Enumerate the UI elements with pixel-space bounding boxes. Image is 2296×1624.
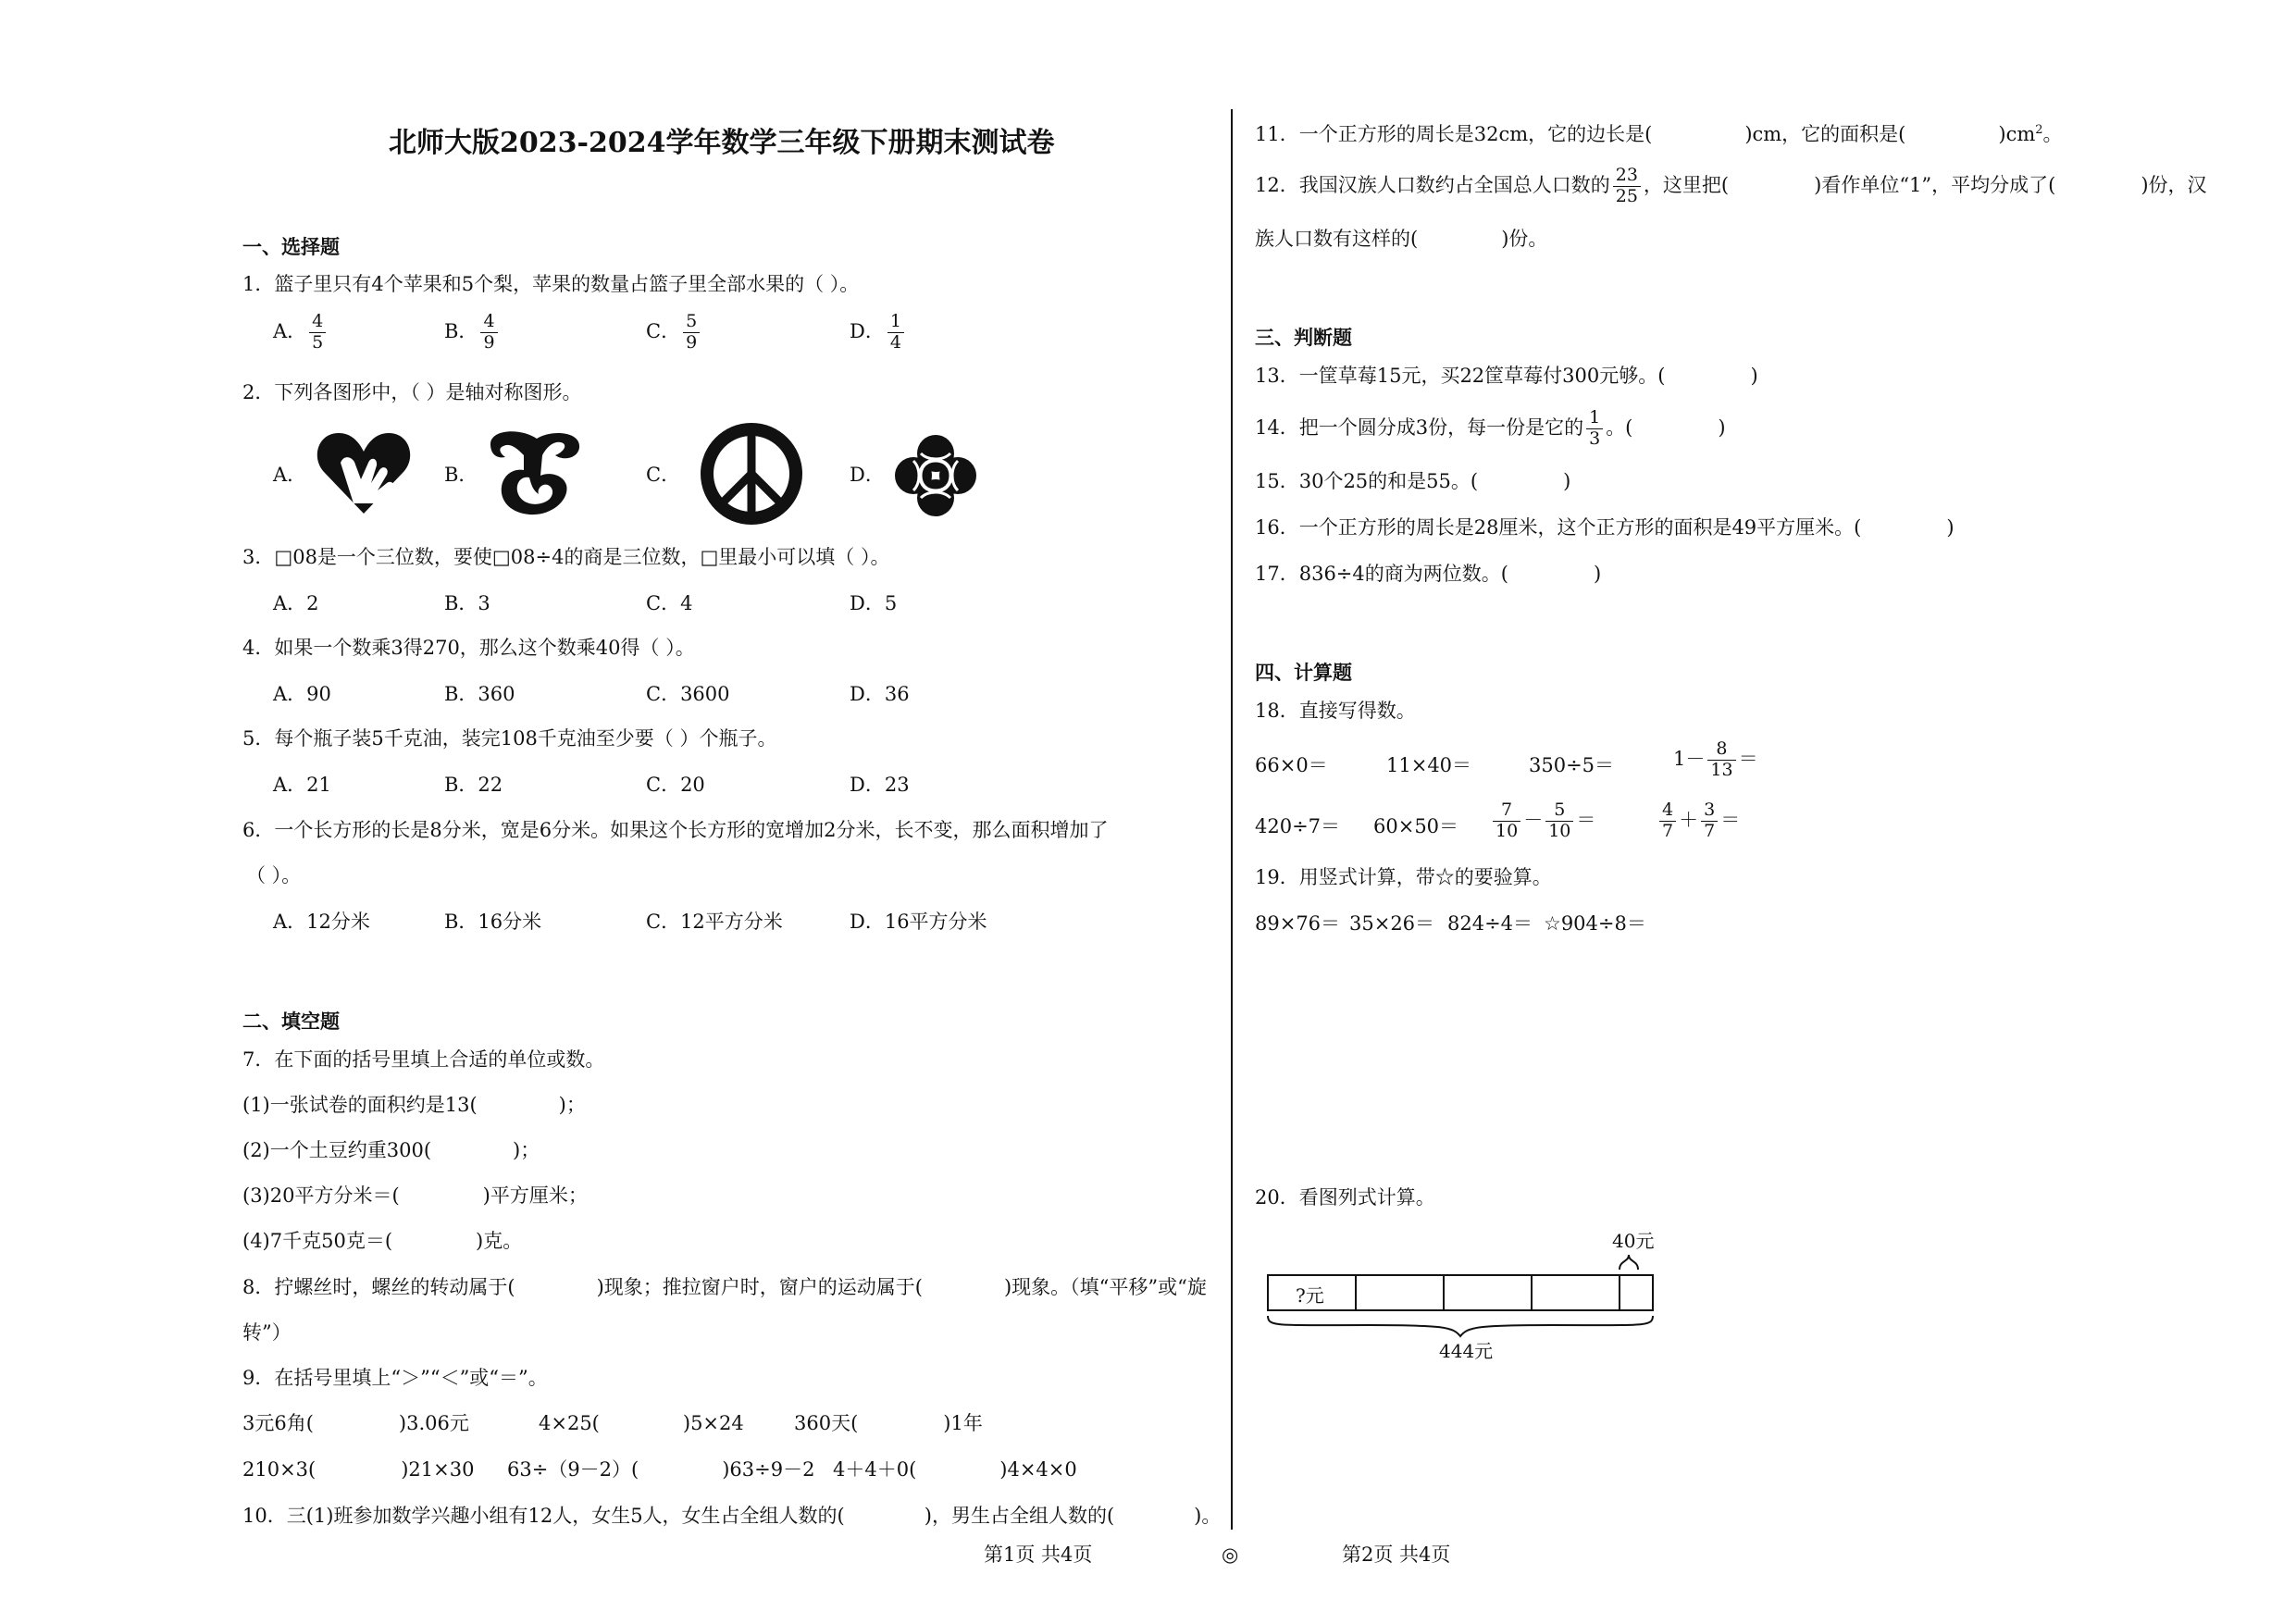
q1-option-a[interactable]: A． $\frac{4}{5}$ [273,313,329,353]
peace-sign-icon [699,421,804,527]
diagram-top-label: 40元 [1612,1230,1655,1252]
q7-item-3[interactable]: (3)20平方分米＝( )平方厘米； [242,1184,588,1207]
q5-option-b[interactable]: B．22 [444,774,503,796]
q4-option-c[interactable]: C．3600 [646,683,730,705]
question-12-line2[interactable]: 族人口数有这样的( )份。 [1255,228,1548,250]
footer-center-mark: ◎ [1222,1543,1239,1566]
q1-option-b[interactable]: B． $\frac{4}{9}$ [444,313,501,353]
q3-option-a[interactable]: A．2 [273,592,319,614]
q4-option-d[interactable]: D．36 [850,683,910,705]
q19-item-1: 89×76＝ [1255,912,1341,935]
section-choice-heading: 一、选择题 [242,236,340,258]
question-10[interactable]: 10．三(1)班参加数学兴趣小组有12人，女生5人，女生占全组人数的( )，男生占全组人数的( )。 [242,1505,1222,1527]
question-17[interactable]: 17．836÷4的商为两位数。( ) [1255,563,1602,585]
q6-option-b[interactable]: B．16分米 [444,911,542,933]
q18-item-8: $\frac{4}{7}$ ＋ $\frac{3}{7}$ ＝ [1657,801,1740,841]
q5-option-a[interactable]: A．21 [273,774,331,796]
question-1: 1．篮子里只有4个苹果和5个梨，苹果的数量占篮子里全部水果的（ ）。 [242,273,860,295]
q7-item-4[interactable]: (4)7千克50克＝( )克。 [242,1230,523,1252]
q2-option-d[interactable]: D． [850,464,885,486]
q7-item-2[interactable]: (2)一个土豆约重300( )； [242,1139,540,1161]
q7-item-1[interactable]: (1)一张试卷的面积约是13( )； [242,1094,586,1116]
q18-item-7: $\frac{7}{10}$ － $\frac{5}{10}$ ＝ [1490,801,1595,841]
footer-page-1: 第1页 共4页 [984,1543,1093,1566]
q3-option-d[interactable]: D．5 [850,592,898,614]
question-19: 19．用竖式计算，带☆的要验算。 [1255,866,1552,888]
question-13[interactable]: 13．一筐草莓15元，买22筐草莓付300元够。( ) [1255,365,1758,387]
q9-item-3[interactable]: 360天( )1年 [794,1412,983,1434]
q3-option-c[interactable]: C．4 [646,592,693,614]
q2-option-a[interactable]: A． [273,464,307,486]
question-8-line2: 转”） [242,1321,292,1344]
question-9: 9．在括号里填上“＞”“＜”或“＝”。 [242,1367,548,1389]
question-7: 7．在下面的括号里填上合适的单位或数。 [242,1048,605,1071]
q9-item-6[interactable]: 4＋4＋0( )4×4×0 [833,1458,1077,1481]
question-20: 20．看图列式计算。 [1255,1186,1435,1209]
q18-item-6: 60×50＝ [1373,815,1459,837]
q18-item-5: 420÷7＝ [1255,815,1341,837]
question-2: 2．下列各图形中，（ ）是轴对称图形。 [242,381,582,403]
section-fill-heading: 二、填空题 [242,1010,340,1033]
section-calc-heading: 四、计算题 [1255,662,1352,684]
question-4: 4．如果一个数乘3得270，那么这个数乘40得（ ）。 [242,637,695,659]
question-15[interactable]: 15．30个25的和是55。( ) [1255,470,1571,492]
column-divider [1231,109,1233,1530]
section-judge-heading: 三、判断题 [1255,327,1352,349]
q4-option-b[interactable]: B．360 [444,683,515,705]
q18-item-3: 350÷5＝ [1529,754,1615,776]
q5-option-c[interactable]: C．20 [646,774,705,796]
diagram-box-label: ?元 [1296,1284,1324,1307]
question-5: 5．每个瓶子装5千克油，装完108千克油至少要（ ）个瓶子。 [242,727,777,750]
question-8[interactable]: 8．拧螺丝时，螺丝的转动属于( )现象；推拉窗户时，窗户的运动属于( )现象。（填“平移”或“旋 [242,1276,1207,1298]
q3-option-b[interactable]: B．3 [444,592,490,614]
page-title: 北师大版2023-2024学年数学三年级下册期末测试卷 [389,127,1055,159]
heart-hand-logo-icon [313,426,415,518]
q19-item-4: ☆904÷8＝ [1544,912,1646,935]
question-11[interactable]: 11．一个正方形的周长是32cm，它的边长是( )cm，它的面积是( )$cm^2$。 [1255,123,2063,145]
footer-page-2: 第2页 共4页 [1342,1543,1451,1566]
q9-item-1[interactable]: 3元6角( )3.06元 [242,1412,469,1434]
q19-item-3: 824÷4＝ [1447,912,1533,935]
q2-option-b[interactable]: B． [444,464,478,486]
q1-option-c[interactable]: C． $\frac{5}{9}$ [646,313,702,353]
q2-option-c[interactable]: C． [646,464,681,486]
q18-item-2: 11×40＝ [1386,754,1472,776]
knot-logo-icon [893,433,978,518]
question-6-line2: （ ）。 [246,864,302,886]
q4-option-a[interactable]: A．90 [273,683,331,705]
question-16[interactable]: 16．一个正方形的周长是28厘米，这个正方形的面积是49平方厘米。( ) [1255,516,1955,539]
q9-item-2[interactable]: 4×25( )5×24 [539,1412,744,1434]
q6-option-d[interactable]: D．16平方分米 [850,911,987,933]
question-6: 6．一个长方形的长是8分米，宽是6分米。如果这个长方形的宽增加2分米，长不变，那么面积增加了 [242,819,1109,841]
question-18: 18．直接写得数。 [1255,700,1416,722]
q6-option-a[interactable]: A．12分米 [273,911,370,933]
telecom-logo-icon [483,424,587,520]
q5-option-d[interactable]: D．23 [850,774,910,796]
diagram-bottom-label: 444元 [1439,1340,1494,1362]
q9-item-4[interactable]: 210×3( )21×30 [242,1458,475,1481]
q18-item-4: 1－ $\frac{8}{13}$ ＝ [1673,738,1758,780]
top-brace [1620,1255,1638,1270]
question-12[interactable]: 12．我国汉族人口数约占全国总人口数的 $\frac{23}{25}$ ，这里把( )看作单位“1”，平均分成了( )份，汉 [1255,165,2207,206]
q6-option-c[interactable]: C．12平方分米 [646,911,783,933]
question-3: 3．□08是一个三位数，要使□08÷4的商是三位数，□里最小可以填（ ）。 [242,546,890,568]
q19-item-2: 35×26＝ [1349,912,1435,935]
q18-item-1: 66×0＝ [1255,754,1328,776]
question-14[interactable]: 14．把一个圆分成3份，每一份是它的 $\frac{1}{3}$ 。( ) [1255,407,1726,449]
q1-option-d[interactable]: D． $\frac{1}{4}$ [850,313,907,353]
q9-item-5[interactable]: 63÷（9－2）( )63÷9－2 [507,1458,815,1481]
